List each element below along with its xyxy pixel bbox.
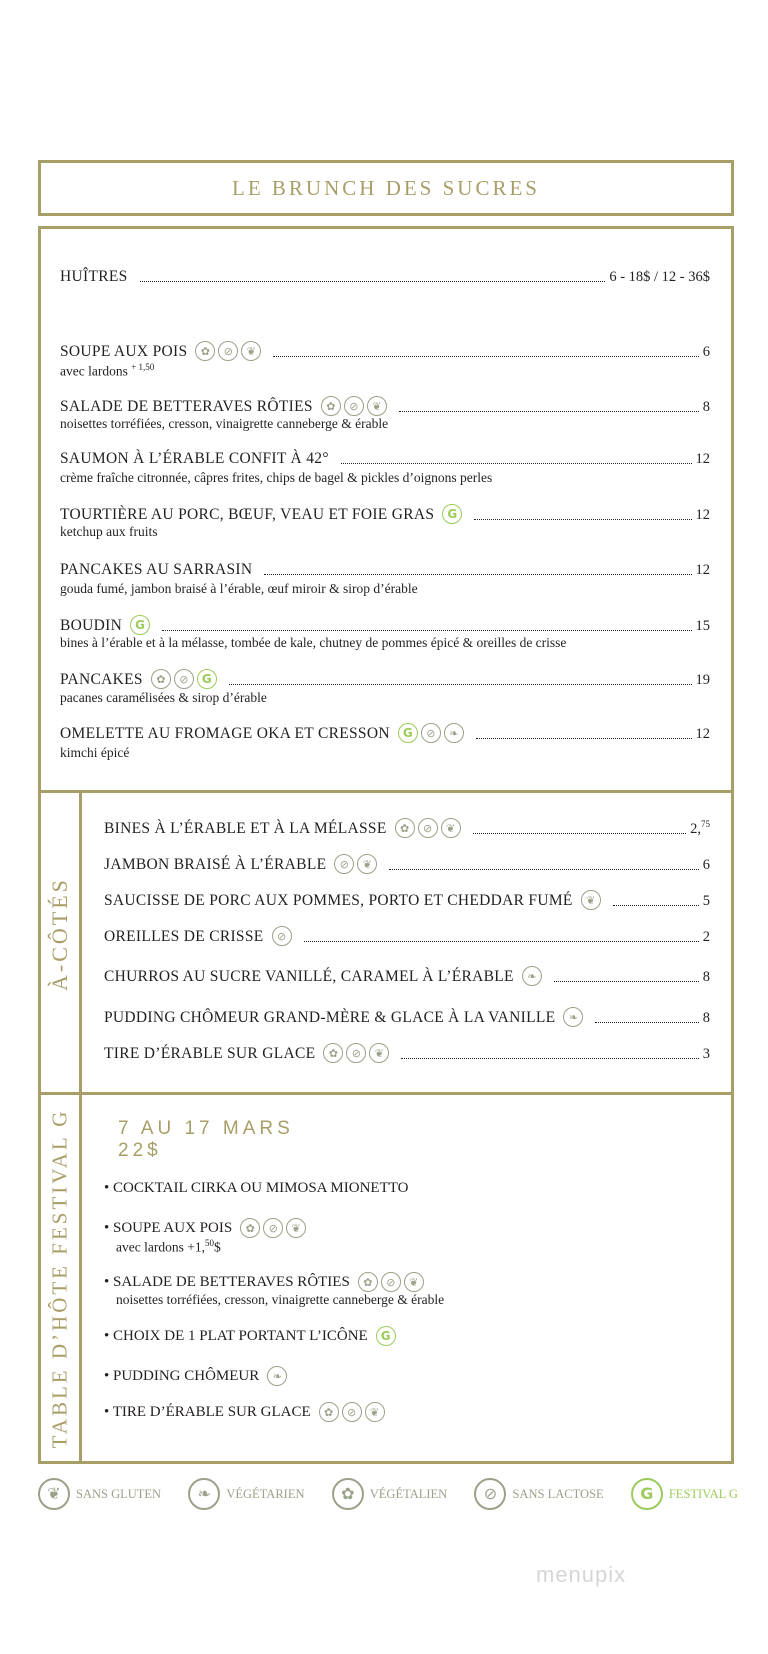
sans-gluten-icon: ❦ <box>365 1402 385 1422</box>
festival-g-icon: G <box>130 615 150 635</box>
festival-item-desc: avec lardons +1,50$ <box>116 1238 221 1255</box>
festival-item: • COCKTAIL CIRKA OU MIMOSA MIONETTO <box>104 1180 409 1196</box>
festival-g-icon: G <box>197 669 217 689</box>
menu-title: LE BRUNCH DES SUCRES <box>232 175 540 200</box>
side-item: OREILLES DE CRISSE ⊘ 2 <box>104 928 710 945</box>
menu-item: PANCAKES ✿ ⊘ G 19 <box>60 671 710 688</box>
sans-gluten-icon: ❦ <box>404 1272 424 1292</box>
sans-lactose-icon: ⊘ <box>342 1402 362 1422</box>
festival-g-icon: G <box>631 1478 663 1510</box>
vegetalien-icon: ✿ <box>395 818 415 838</box>
menu-item: SALADE DE BETTERAVES RÔTIES ✿ ⊘ ❦ 8 <box>60 398 710 415</box>
festival-g-icon: G <box>442 504 462 524</box>
sans-gluten-icon: ❦ <box>367 396 387 416</box>
sans-gluten-icon: ❦ <box>441 818 461 838</box>
menu-item-desc: avec lardons $^{+ 1,50}$ <box>60 362 155 379</box>
section-divider <box>38 790 734 793</box>
vegetalien-icon: ✿ <box>319 1402 339 1422</box>
section-label-cotes: À-CÔTÉS <box>47 877 72 991</box>
festival-item: • SOUPE AUX POIS ✿ ⊘ ❦ <box>104 1218 306 1238</box>
vegetarien-icon: ❧ <box>563 1007 583 1027</box>
watermark: menupix <box>536 1562 627 1587</box>
festival-item: • TIRE D’ÉRABLE SUR GLACE ✿ ⊘ ❦ <box>104 1402 385 1422</box>
menu-item: OMELETTE AU FROMAGE OKA ET CRESSON G ⊘ ❧ 12 <box>60 725 710 742</box>
menu-item: SOUPE AUX POIS ✿ ⊘ ❦ 6 <box>60 343 710 360</box>
menu-item-desc: noisettes torréfiées, cresson, vinaigrette canneberge & érable <box>60 416 389 431</box>
sans-lactose-icon: ⊘ <box>421 723 441 743</box>
sans-lactose-icon: ⊘ <box>344 396 364 416</box>
sans-lactose-icon: ⊘ <box>334 854 354 874</box>
menu-item: BOUDIN G 15 <box>60 617 710 634</box>
menu-item-desc: crème fraîche citronnée, câpres frites, chips de bagel & pickles d’oignons perles <box>60 470 493 485</box>
festival-g-icon: G <box>398 723 418 743</box>
festival-item-desc: noisettes torréfiées, cresson, vinaigrette canneberge & érable <box>116 1292 445 1307</box>
menu-item-huitres: HUÎTRES 6 - 18$ / 12 - 36$ <box>60 268 710 285</box>
sans-lactose-icon: ⊘ <box>174 669 194 689</box>
menu-item: PANCAKES AU SARRASIN 12 <box>60 561 710 578</box>
sans-lactose-icon: ⊘ <box>272 926 292 946</box>
side-item: JAMBON BRAISÉ À L’ÉRABLE ⊘ ❦ 6 <box>104 856 710 873</box>
side-item: CHURROS AU SUCRE VANILLÉ, CARAMEL À L’ÉRABLE ❧ 8 <box>104 968 710 985</box>
sans-lactose-icon: ⊘ <box>218 341 238 361</box>
sans-gluten-icon: ❦ <box>241 341 261 361</box>
festival-item: • SALADE DE BETTERAVES RÔTIES ✿ ⊘ ❦ <box>104 1272 424 1292</box>
menu-item-desc: pacanes caramélisées & sirop d’érable <box>60 690 267 705</box>
menu-item-desc: bines à l’érable et à la mélasse, tombée de kale, chutney de pommes épicé & oreilles de crisse <box>60 635 567 650</box>
sans-lactose-icon: ⊘ <box>474 1478 506 1510</box>
side-item: PUDDING CHÔMEUR GRAND-MÈRE & GLACE À LA VANILLE ❧ 8 <box>104 1009 710 1026</box>
sans-lactose-icon: ⊘ <box>346 1043 366 1063</box>
legend-vegetalien: ✿ VÉGÉTALIEN <box>332 1478 447 1510</box>
icon-legend <box>38 1478 738 1510</box>
vegetalien-icon: ✿ <box>195 341 215 361</box>
sans-lactose-icon: ⊘ <box>381 1272 401 1292</box>
sans-gluten-icon: ❦ <box>286 1218 306 1238</box>
side-item: BINES À L’ÉRABLE ET À LA MÉLASSE ✿ ⊘ ❦ 2,75 <box>104 819 710 837</box>
legend-sans-gluten: ❦ SANS GLUTEN <box>38 1478 161 1510</box>
sans-gluten-icon: ❦ <box>38 1478 70 1510</box>
menu-item: TOURTIÈRE AU PORC, BŒUF, VEAU ET FOIE GRAS G 12 <box>60 506 710 523</box>
section-label-festival: TABLE D’HÔTE FESTIVAL G <box>47 1108 72 1449</box>
vegetalien-icon: ✿ <box>358 1272 378 1292</box>
sans-gluten-icon: ❦ <box>369 1043 389 1063</box>
festival-item: • CHOIX DE 1 PLAT PORTANT L’ICÔNE G <box>104 1326 396 1346</box>
sans-gluten-icon: ❦ <box>357 854 377 874</box>
sans-lactose-icon: ⊘ <box>263 1218 283 1238</box>
side-column-divider <box>79 790 82 1464</box>
legend-vegetarien: ❧ VÉGÉTARIEN <box>188 1478 304 1510</box>
menu-item: SAUMON À L’ÉRABLE CONFIT À 42° 12 <box>60 450 710 467</box>
festival-item: • PUDDING CHÔMEUR ❧ <box>104 1366 287 1386</box>
sans-gluten-icon: ❦ <box>581 890 601 910</box>
vegetalien-icon: ✿ <box>240 1218 260 1238</box>
sans-lactose-icon: ⊘ <box>418 818 438 838</box>
vegetarien-icon: ❧ <box>267 1366 287 1386</box>
festival-dates: 7 AU 17 MARS 22$ <box>118 1118 294 1161</box>
menu-item-desc: kimchi épicé <box>60 745 130 760</box>
side-item: TIRE D’ÉRABLE SUR GLACE ✿ ⊘ ❦ 3 <box>104 1045 710 1062</box>
vegetarien-icon: ❧ <box>188 1478 220 1510</box>
menu-item-desc: ketchup aux fruits <box>60 524 158 539</box>
legend-sans-lactose: ⊘ SANS LACTOSE <box>474 1478 603 1510</box>
menu-item-desc: gouda fumé, jambon braisé à l’érable, œuf miroir & sirop d’érable <box>60 581 418 596</box>
vegetalien-icon: ✿ <box>332 1478 364 1510</box>
side-item: SAUCISSE DE PORC AUX POMMES, PORTO ET CHEDDAR FUMÉ ❦ 5 <box>104 892 710 909</box>
festival-g-icon: G <box>376 1326 396 1346</box>
legend-festival-g: G FESTIVAL G <box>631 1478 738 1510</box>
menu-title-box <box>38 160 734 216</box>
vegetalien-icon: ✿ <box>151 669 171 689</box>
vegetalien-icon: ✿ <box>323 1043 343 1063</box>
section-divider <box>38 1092 734 1095</box>
leader-dots <box>140 281 606 282</box>
vegetalien-icon: ✿ <box>321 396 341 416</box>
vegetarien-icon: ❧ <box>522 966 542 986</box>
vegetarien-icon: ❧ <box>444 723 464 743</box>
